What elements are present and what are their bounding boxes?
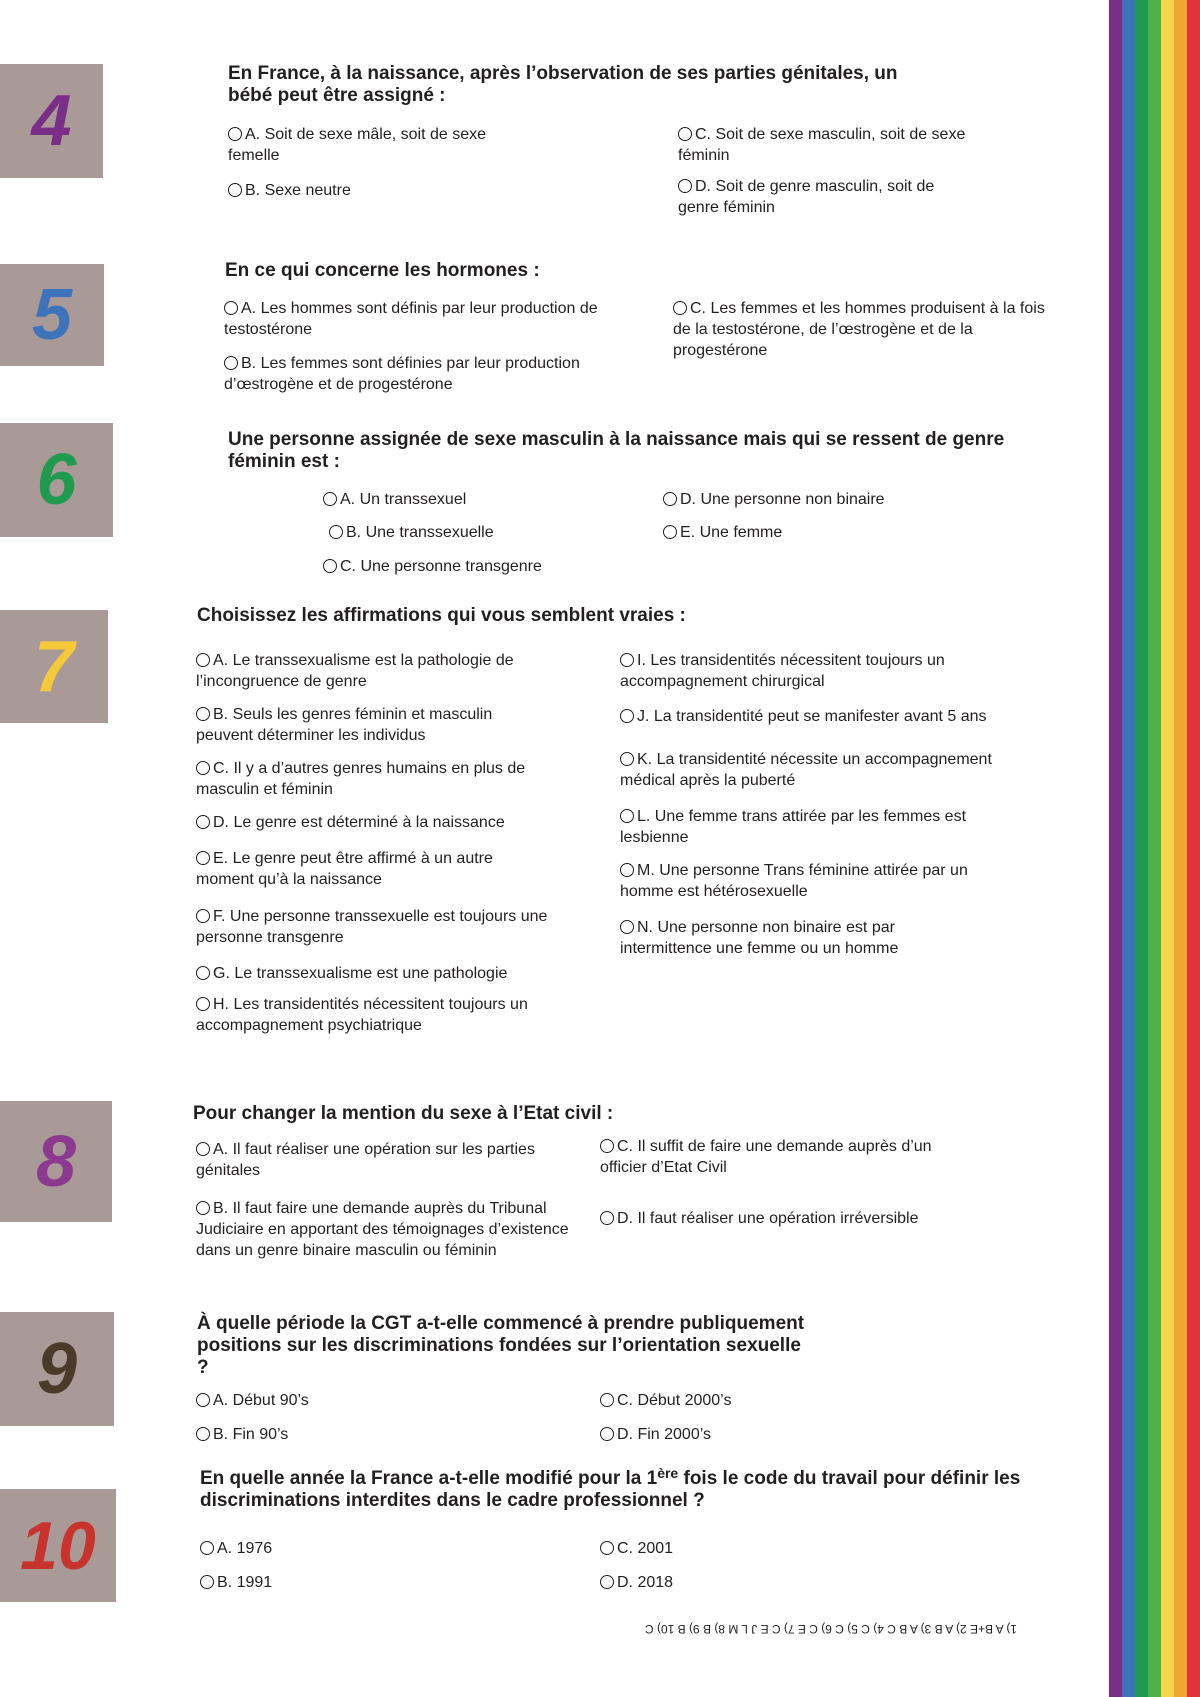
radio-icon[interactable]: [600, 1427, 614, 1441]
q7-option-i[interactable]: [620, 650, 1000, 692]
question-10-text: [200, 1465, 1060, 1512]
option-label: A. 1976: [217, 1540, 273, 1557]
q8-option-a[interactable]: [196, 1139, 576, 1181]
radio-icon[interactable]: [196, 1201, 210, 1215]
radio-icon[interactable]: [678, 127, 692, 141]
option-label: L. Une femme trans attirée par les femmes est lesbienne: [620, 808, 967, 846]
question-5-text: En ce qui concerne les hormones :: [225, 260, 540, 281]
question-number-7: 7: [0, 610, 108, 723]
option-label: G. Le transsexualisme est une pathologie: [213, 965, 508, 982]
q8-option-b[interactable]: [196, 1198, 571, 1261]
q7-option-c[interactable]: [196, 758, 586, 800]
q10-option-a[interactable]: [200, 1538, 550, 1559]
q7-option-j[interactable]: [620, 706, 1010, 727]
option-label: C. 2001: [617, 1540, 674, 1557]
option-label: E. Le genre peut être affirmé à un autre moment qu’à la naissance: [196, 850, 493, 888]
radio-icon[interactable]: [196, 653, 210, 667]
option-label: B. Seuls les genres féminin et masculin peuvent déterminer les individus: [196, 706, 493, 744]
option-label: J. La transidentité peut se manifester avant 5 ans: [637, 708, 987, 725]
radio-icon[interactable]: [620, 920, 634, 934]
q7-option-g[interactable]: [196, 963, 586, 984]
question-number-9: 9: [0, 1312, 114, 1426]
radio-icon[interactable]: [200, 1541, 214, 1555]
radio-icon[interactable]: [600, 1211, 614, 1225]
question-number-5: 5: [0, 264, 104, 366]
q6-option-d[interactable]: [663, 489, 993, 510]
radio-icon[interactable]: [196, 851, 210, 865]
q9-option-a[interactable]: [196, 1390, 546, 1411]
radio-icon[interactable]: [329, 525, 343, 539]
radio-icon[interactable]: [673, 301, 687, 315]
q7-option-f[interactable]: [196, 906, 586, 948]
q5-option-c[interactable]: [673, 298, 1058, 361]
option-label: C. Il y a d’autres genres humains en plus de masculin et féminin: [196, 760, 526, 798]
q5-option-b[interactable]: [224, 353, 614, 395]
stripe-light-green: [1148, 0, 1161, 1697]
radio-icon[interactable]: [663, 492, 677, 506]
q7-option-l[interactable]: [620, 806, 1010, 848]
radio-icon[interactable]: [600, 1575, 614, 1589]
option-label: D. 2018: [617, 1574, 674, 1591]
stripe-orange: [1174, 0, 1187, 1697]
stripe-green: [1135, 0, 1148, 1697]
option-label: B. Les femmes sont définies par leur production d’œstrogène et de progestérone: [224, 355, 580, 393]
q9-option-b[interactable]: [196, 1424, 546, 1445]
option-label: K. La transidentité nécessite un accompagnement médical après la puberté: [620, 751, 992, 789]
option-label: D. Une personne non binaire: [680, 491, 885, 508]
question-number-6: 6: [0, 423, 113, 537]
radio-icon[interactable]: [196, 1393, 210, 1407]
radio-icon[interactable]: [228, 183, 242, 197]
q6-option-b[interactable]: [329, 522, 639, 543]
q4-option-a[interactable]: [228, 124, 528, 166]
q8-option-c[interactable]: [600, 1136, 980, 1178]
option-label: A. Début 90’s: [213, 1392, 309, 1409]
radio-icon[interactable]: [196, 761, 210, 775]
radio-icon[interactable]: [196, 909, 210, 923]
radio-icon[interactable]: [196, 815, 210, 829]
option-label: H. Les transidentités nécessitent toujours un accompagnement psychiatrique: [196, 996, 528, 1034]
rainbow-stripes: [1109, 0, 1200, 1697]
radio-icon[interactable]: [663, 525, 677, 539]
option-label: C. Soit de sexe masculin, soit de sexe féminin: [678, 126, 966, 164]
q7-option-d[interactable]: [196, 812, 586, 833]
option-label: B. 1991: [217, 1574, 273, 1591]
option-label: C. Début 2000’s: [617, 1392, 732, 1409]
question-number-8: 8: [0, 1101, 112, 1222]
radio-icon[interactable]: [196, 707, 210, 721]
option-label: N. Une personne non binaire est par intermittence une femme ou un homme: [620, 919, 899, 957]
option-label: C. Il suffit de faire une demande auprès d’un officier d’Etat Civil: [600, 1138, 932, 1176]
option-label: E. Une femme: [680, 524, 783, 541]
option-label: M. Une personne Trans féminine attirée par un homme est hétérosexuelle: [620, 862, 968, 900]
q5-option-a[interactable]: [224, 298, 649, 340]
radio-icon[interactable]: [620, 653, 634, 667]
question-7-text: Choisissez les affirmations qui vous semblent vraies :: [197, 605, 686, 626]
option-label: A. Il faut réaliser une opération sur les parties génitales: [196, 1141, 535, 1179]
option-label: D. Le genre est déterminé à la naissance: [213, 814, 505, 831]
radio-icon[interactable]: [224, 356, 238, 370]
question-6-text: Une personne assignée de sexe masculin à la naissance mais qui se ressent de genre féminin est :: [228, 429, 1005, 472]
q7-option-h[interactable]: [196, 994, 586, 1036]
option-label: C. Les femmes et les hommes produisent à la fois de la testostérone, de l’œstrogène et de la progestérone: [673, 300, 1045, 359]
q4-option-c[interactable]: [678, 124, 968, 166]
radio-icon[interactable]: [196, 1142, 210, 1156]
radio-icon[interactable]: [620, 863, 634, 877]
stripe-purple: [1109, 0, 1122, 1697]
q7-option-b[interactable]: [196, 704, 546, 746]
q8-option-d[interactable]: [600, 1208, 980, 1229]
q9-option-c[interactable]: [600, 1390, 950, 1411]
option-label: B. Une transsexuelle: [346, 524, 494, 541]
q6-option-c[interactable]: [323, 556, 633, 577]
option-label: A. Un transsexuel: [340, 491, 467, 508]
option-label: A. Soit de sexe mâle, soit de sexe femelle: [228, 126, 487, 164]
question-number-4: 4: [0, 64, 103, 178]
option-label: A. Les hommes sont définis par leur production de testostérone: [224, 300, 598, 338]
radio-icon[interactable]: [196, 966, 210, 980]
question-4-text: En France, à la naissance, après l’observation de ses parties génitales, un bébé peut être assigné :: [228, 63, 898, 106]
stripe-yellow: [1161, 0, 1174, 1697]
q6-option-e[interactable]: [663, 522, 993, 543]
q10-option-b[interactable]: [200, 1572, 550, 1593]
q7-option-e[interactable]: [196, 848, 536, 890]
question-number-10: 10: [0, 1489, 116, 1602]
radio-icon[interactable]: [323, 559, 337, 573]
radio-icon[interactable]: [600, 1541, 614, 1555]
radio-icon[interactable]: [620, 752, 634, 766]
radio-icon[interactable]: [678, 179, 692, 193]
option-label: D. Il faut réaliser une opération irréversible: [617, 1210, 919, 1227]
q10-option-c[interactable]: [600, 1538, 950, 1559]
radio-icon[interactable]: [228, 127, 242, 141]
option-label: A. Le transsexualisme est la pathologie de l’incongruence de genre: [196, 652, 514, 690]
superscript: ère: [657, 1465, 679, 1481]
option-label: B. Sexe neutre: [245, 182, 351, 199]
question-9-text: À quelle période la CGT a-t-elle commencé à prendre publiquement positions sur les discriminations fondées sur l’orientation sexuelle ?: [197, 1313, 805, 1378]
q4-option-d[interactable]: [678, 176, 968, 218]
option-label: D. Fin 2000’s: [617, 1426, 711, 1443]
stripe-blue: [1122, 0, 1135, 1697]
q10-option-d[interactable]: [600, 1572, 950, 1593]
radio-icon[interactable]: [620, 709, 634, 723]
radio-icon[interactable]: [600, 1393, 614, 1407]
option-label: I. Les transidentités nécessitent toujours un accompagnement chirurgical: [620, 652, 945, 690]
stripe-red: [1187, 0, 1200, 1697]
question-10-text-start: En quelle année la France a-t-elle modifié pour la 1: [200, 1468, 658, 1489]
radio-icon[interactable]: [200, 1575, 214, 1589]
q6-option-a[interactable]: [323, 489, 633, 510]
q7-option-k[interactable]: [620, 749, 1000, 791]
q4-option-b[interactable]: [228, 180, 528, 201]
option-label: B. Il faut faire une demande auprès du Tribunal Judiciaire en apportant des témoignages d’existence dans un genre binaire masculin ou féminin: [196, 1200, 569, 1259]
radio-icon[interactable]: [224, 301, 238, 315]
option-label: B. Fin 90’s: [213, 1426, 289, 1443]
q7-option-n[interactable]: [620, 917, 975, 959]
radio-icon[interactable]: [196, 997, 210, 1011]
q7-option-a[interactable]: [196, 650, 576, 692]
q9-option-d[interactable]: [600, 1424, 950, 1445]
option-label: F. Une personne transsexuelle est toujours une personne transgenre: [196, 908, 548, 946]
radio-icon[interactable]: [620, 809, 634, 823]
upside-down-answers: 1) A B+E 2) A B 3) A B C 4) C 5) C 6) C E 7) C E J L M 8) B 9) B 10) C: [644, 1622, 1017, 1636]
radio-icon[interactable]: [600, 1139, 614, 1153]
option-label: D. Soit de genre masculin, soit de genre féminin: [678, 178, 935, 216]
question-10-text-end: fois le code du travail pour définir les discriminations interdites dans le cadre professionnel ?: [200, 1468, 1021, 1511]
q7-option-m[interactable]: [620, 860, 1010, 902]
option-label: C. Une personne transgenre: [340, 558, 542, 575]
radio-icon[interactable]: [323, 492, 337, 506]
radio-icon[interactable]: [196, 1427, 210, 1441]
question-8-text: Pour changer la mention du sexe à l’Etat civil :: [193, 1103, 614, 1124]
